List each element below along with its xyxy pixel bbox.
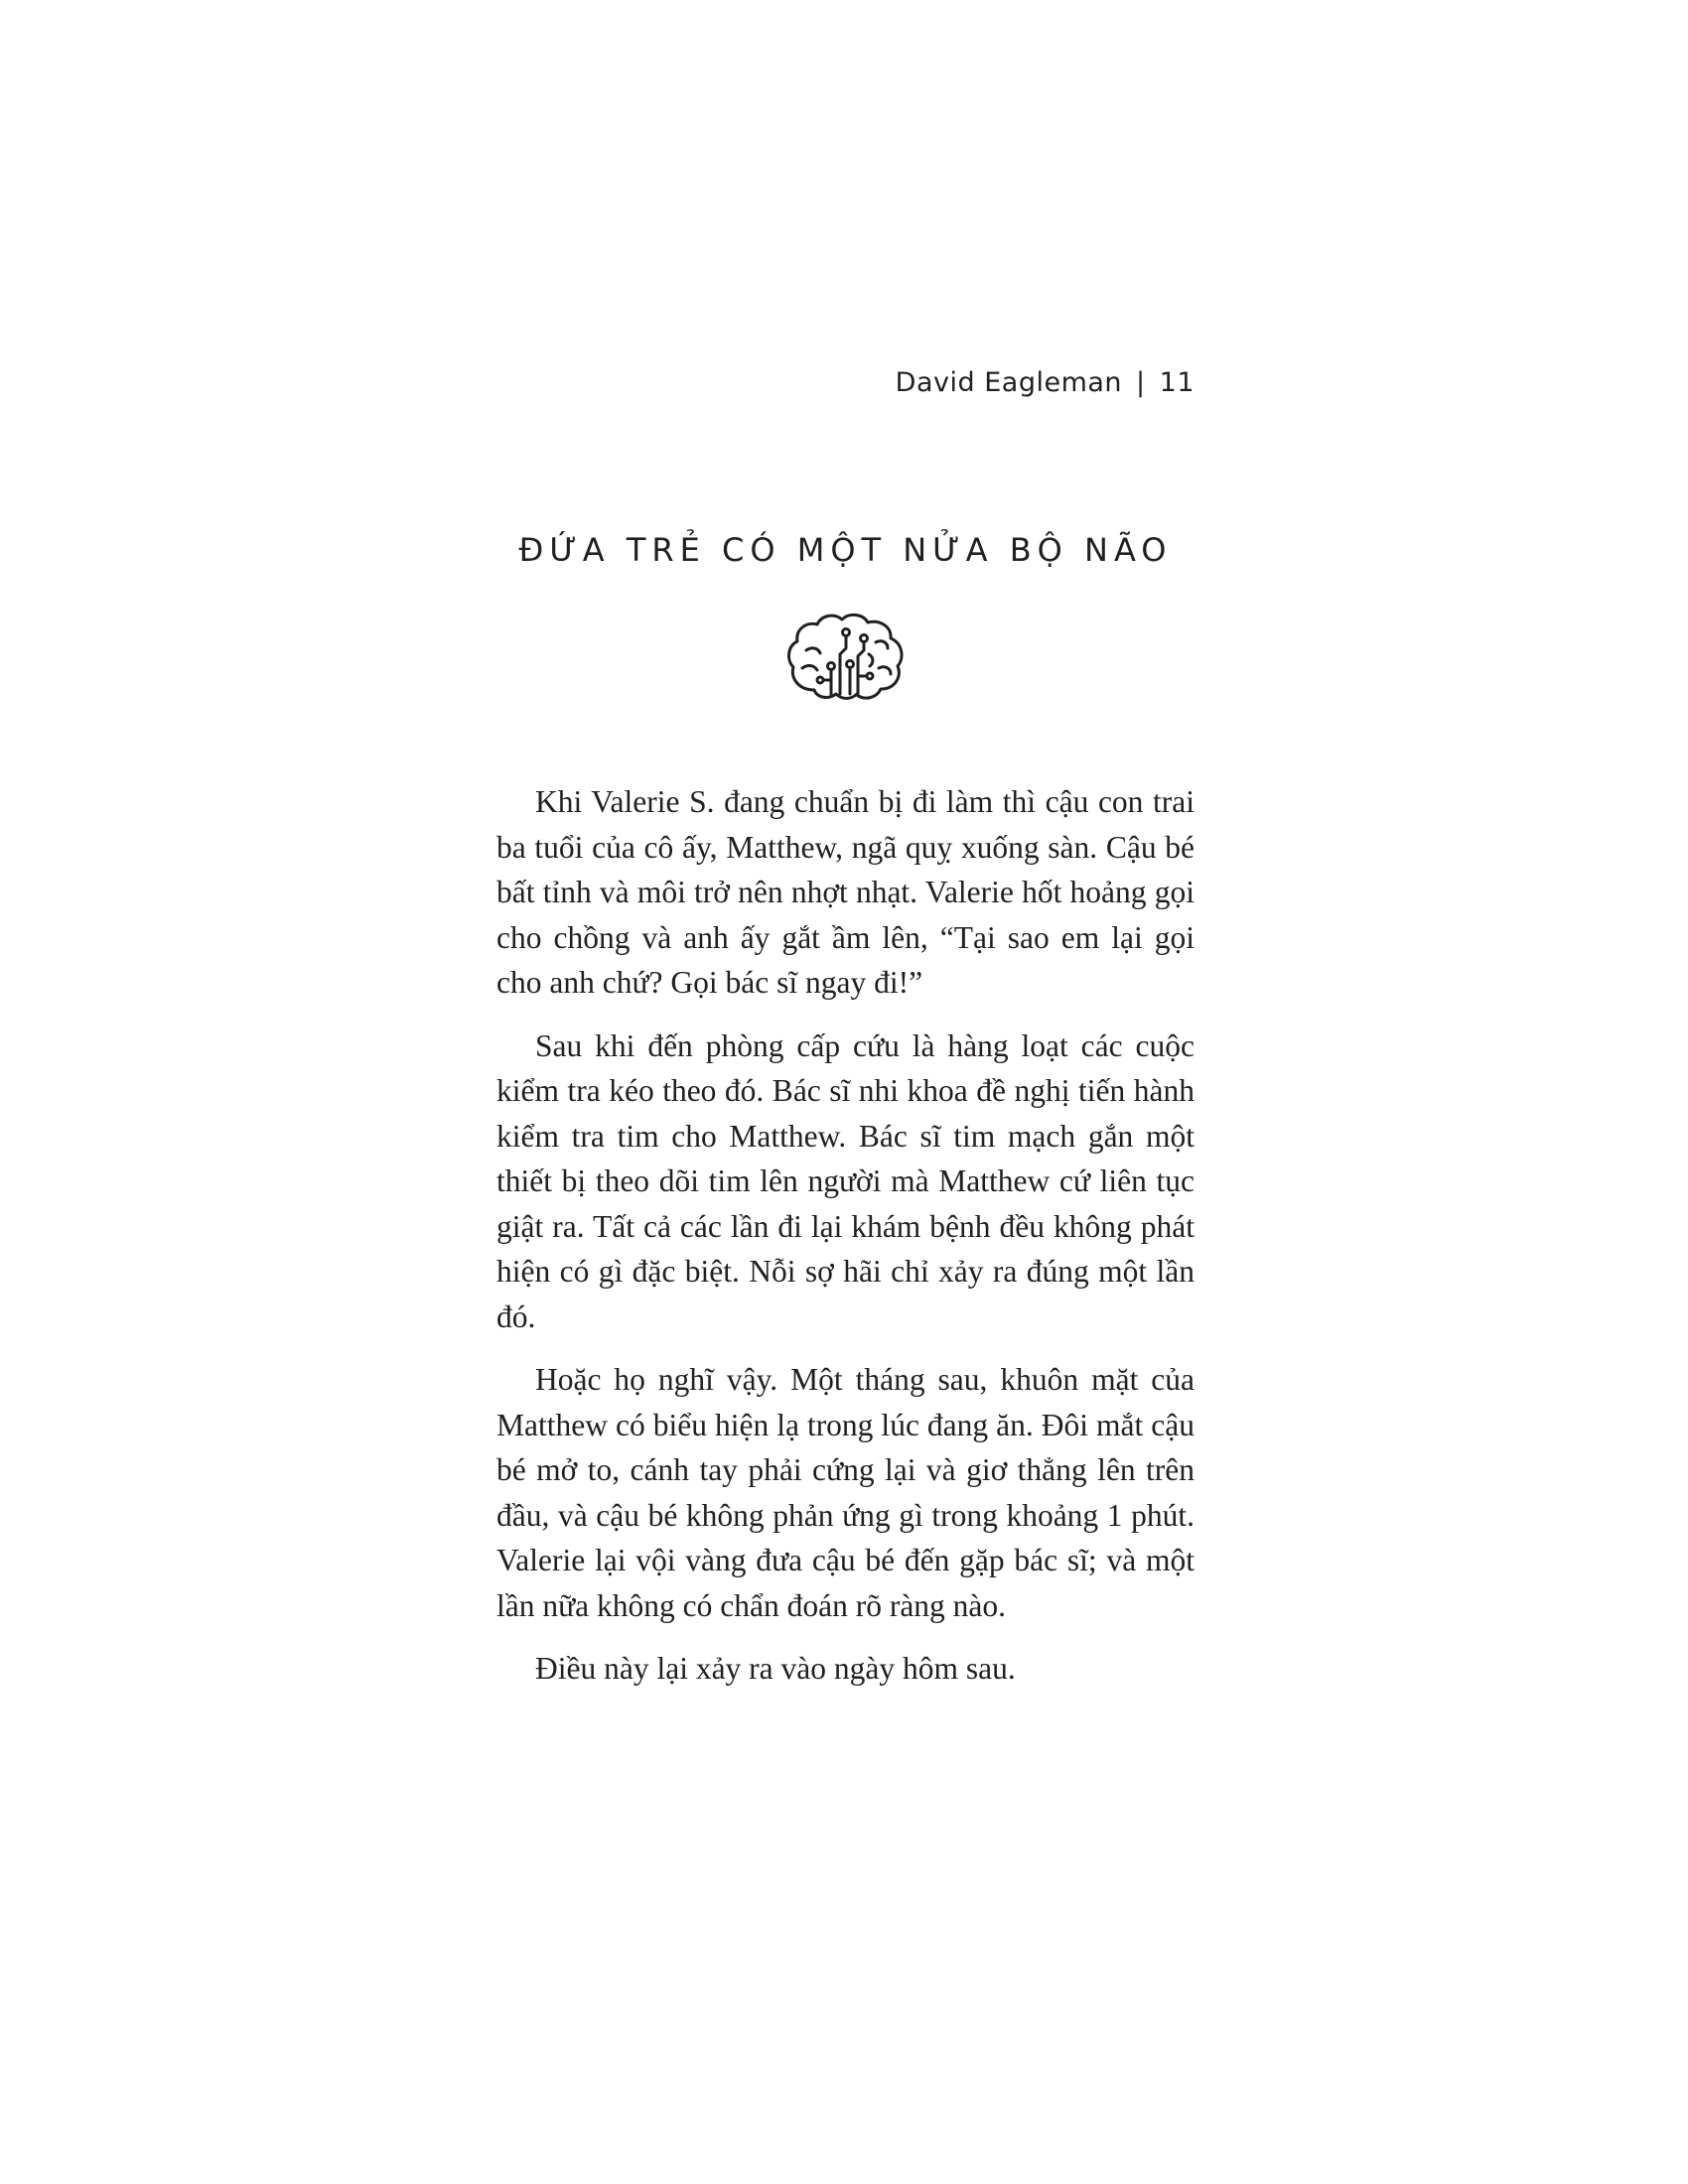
brain-circuit-icon [784,611,909,705]
chapter-title: ĐỨA TRẺ CÓ MỘT NỬA BỘ NÃO [518,531,1173,569]
body-text [496,779,1195,1709]
header-separator: | [1136,367,1146,398]
paragraph: Sau khi đến phòng cấp cứu là hàng loạt các cuộc kiểm tra kéo theo đó. Bác sĩ nhi khoa đề nghị tiến hành kiểm tra tim cho Matthew. Bác sĩ tim mạch gắn một thiết bị theo dõi tim lên người mà Matthew cứ liên tục giật ra. Tất cả các lần đi lại khám bệnh đều không phát hiện có gì đặc biệt. Nỗi sợ hãi chỉ xảy ra đúng một lần đó. [496,1027,1195,1334]
paragraph: Điều này lại xảy ra vào ngày hôm sau. [535,1651,1016,1686]
author-name: David Eagleman [895,367,1123,398]
running-header [896,367,1195,398]
paragraph: Hoặc họ nghĩ vậy. Một tháng sau, khuôn mặt của Matthew có biểu hiện lạ trong lúc đang ăn. Đôi mắt cậu bé mở to, cánh tay phải cứng lại và giơ thẳng lên trên đầu, và cậu bé không phản ứng gì trong khoảng 1 phút. Valerie lại vội vàng đưa cậu bé đến gặp bác sĩ; và một lần nữa không có chẩn đoán rõ ràng nào. [496,1362,1195,1623]
paragraph: Khi Valerie S. đang chuẩn bị đi làm thì cậu con trai ba tuổi của cô ấy, Matthew, ngã quỵ xuống sàn. Cậu bé bất tỉnh và môi trở nên nhợt nhạt. Valerie hốt hoảng gọi cho chồng và anh ấy gắt ầm lên, “Tại sao em lại gọi cho anh chứ? Gọi bác sĩ ngay đi!” [496,784,1195,1000]
page-number: 11 [1159,367,1195,398]
